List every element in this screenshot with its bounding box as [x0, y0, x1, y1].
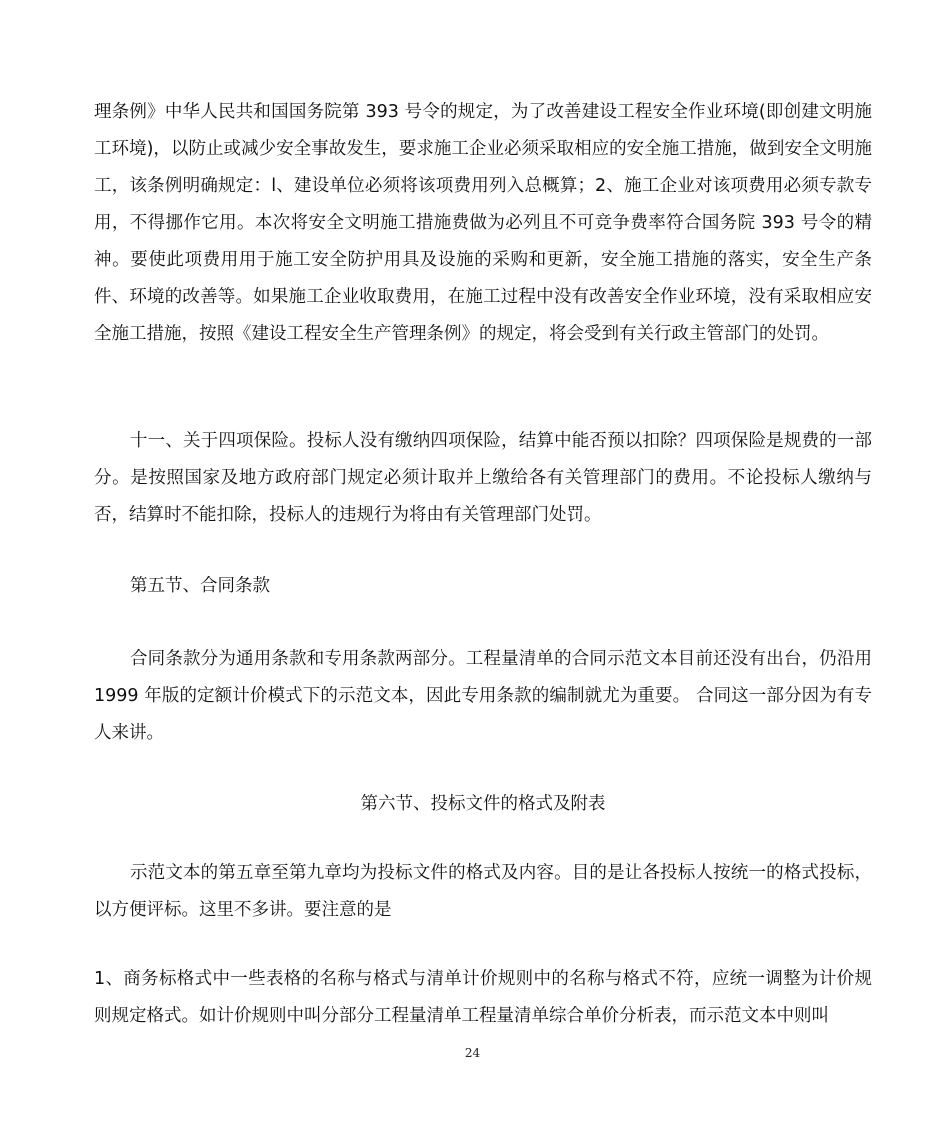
paragraph-item-1: 1、商务标格式中一些表格的名称与格式与清单计价规则中的名称与格式不符，应统一调整为计价规则规定格式。如计价规则中叫分部分工程量清单工程量清单综合单价分析表，而示范文本中则叫: [94, 969, 872, 1026]
paragraph-contract-terms: 合同条款分为通用条款和专用条款两部分。工程量清单的合同示范文本目前还没有出台，仍沿用 1999 年版的定额计价模式下的示范文本，因此专用条款的编制就尤为重要。 合同这一部分因为有专人来讲。: [94, 649, 872, 743]
paragraph-bid-format: 示范文本的第五章至第九章均为投标文件的格式及内容。目的是让各投标人按统一的格式投标，以方便评标。这里不多讲。要注意的是: [94, 863, 872, 920]
section-heading-bid-format: 第六节、投标文件的格式及附表: [360, 794, 606, 814]
page-number: 24: [464, 1046, 481, 1060]
section-heading-contract-terms: 第五节、合同条款: [130, 576, 270, 596]
paragraph-four-insurances: 十一、关于四项保险。投标人没有缴纳四项保险，结算中能否预以扣除？四项保险是规费的一部分。是按照国家及地方政府部门规定必须计取并上缴给各有关管理部门的费用。不论投标人缴纳与否，结算时不能扣除，投标人的违规行为将由有关管理部门处罚。: [94, 431, 872, 525]
paragraph-safety-regulation: 理条例》中华人民共和国国务院第 393 号令的规定，为了改善建设工程安全作业环境(即创建文明施工环境)，以防止或减少安全事故发生，要求施工企业必须采取相应的安全施工措施，做到安全文明施工，该条例明确规定：l、建设单位必须将该项费用列入总概算；2、施工企业对该项费用必须专款专用，不得挪作它用。本次将安全文明施工措施费做为必列且不可竞争费率符合国务院 393 号令的精神。要使此项费用用于施工安全防护用具及设施的采购和更新，安全施工措施的落实，安全生产条件、环境的改善等。如果施工企业收取费用，在施工过程中没有改善安全作业环境，没有采取相应安全施工措施，按照《建设工程安全生产管理条例》的规定，将会受到有关行政主管部门的处罚。: [94, 102, 872, 344]
